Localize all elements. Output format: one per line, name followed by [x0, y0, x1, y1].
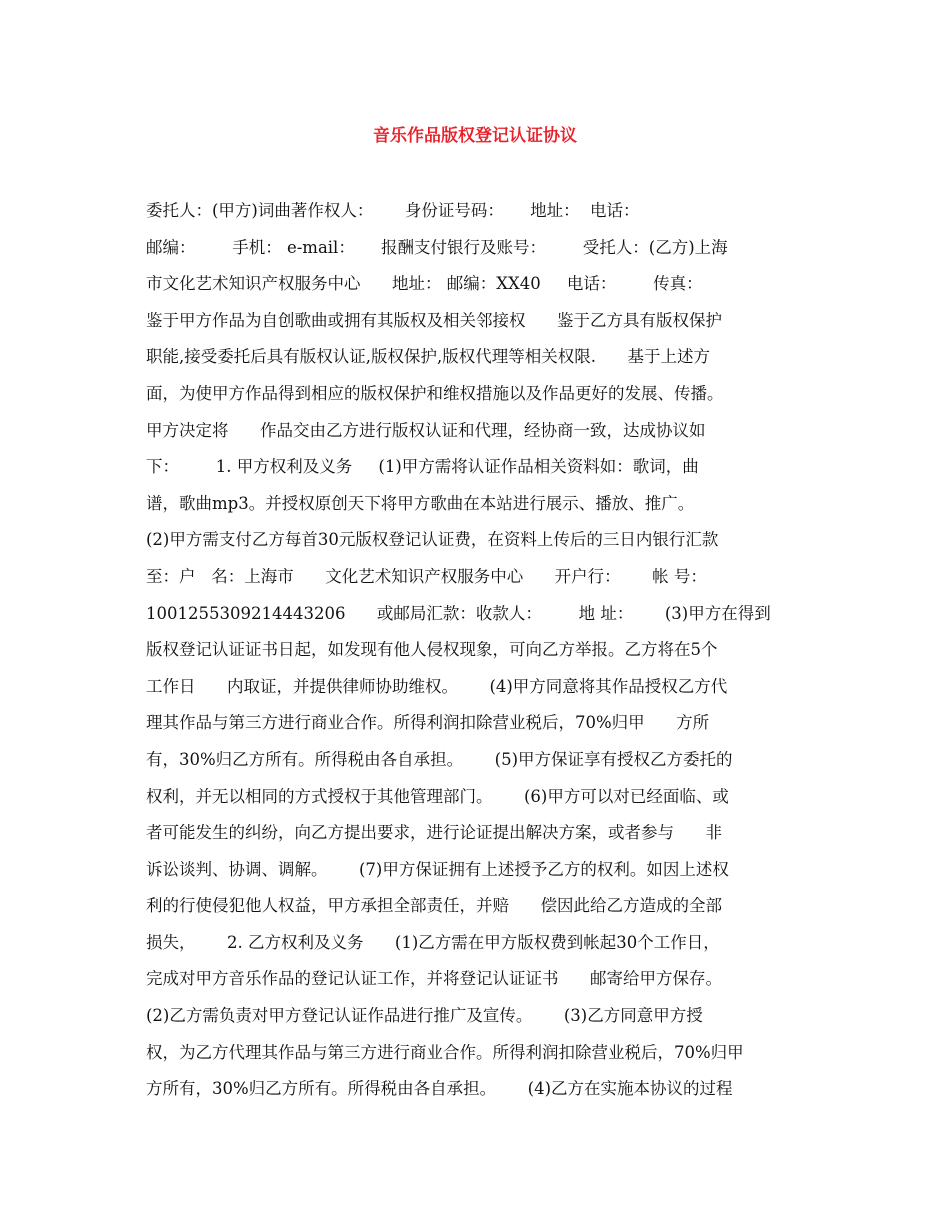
- document-body: [146, 193, 816, 1108]
- body-line: 权，为乙方代理其作品与第三方进行商业合作。所得利润扣除营业税后，70%归甲: [146, 1042, 744, 1062]
- body-line: 有，30%归乙方所有。所得税由各自承担。 (5)甲方保证享有授权乙方委托的: [146, 749, 733, 769]
- body-line: 市文化艺术知识产权服务中心 地址： 邮编：XX40 电话： 传真：: [146, 274, 703, 294]
- body-line: (2)甲方需支付乙方每首30元版权登记认证费，在资料上传后的三日内银行汇款: [146, 530, 719, 550]
- body-line: 1001255309214443206 或邮局汇款：收款人： 地 址： (3)甲方在得到: [146, 603, 771, 623]
- body-line: 委托人：(甲方)词曲著作权人： 身份证号码： 地址： 电话：: [146, 201, 640, 220]
- body-line: 理其作品与第三方进行商业合作。所得利润扣除营业税后，70%归甲 方所: [146, 713, 710, 733]
- body-line: 鉴于甲方作品为自创歌曲或拥有其版权及相关邻接权 鉴于乙方具有版权保护: [146, 310, 722, 330]
- body-line: 工作日 内取证，并提供律师协助维权。 (4)甲方同意将其作品授权乙方代: [146, 676, 728, 696]
- body-line: 至：户 名：上海市 文化艺术知识产权服务中心 开户行： 帐 号：: [146, 566, 707, 586]
- body-line: 方所有，30%归乙方所有。所得税由各自承担。 (4)乙方在实施本协议的过程: [146, 1079, 733, 1099]
- body-line: 面，为使甲方作品得到相应的版权保护和维权措施以及作品更好的发展、传播。: [146, 383, 724, 403]
- body-line: 谱，歌曲mp3。并授权原创天下将甲方歌曲在本站进行展示、播放、推广。: [146, 493, 695, 513]
- document-title: 音乐作品版权登记认证协议: [373, 126, 577, 146]
- body-line: 职能,接受委托后具有版权认证,版权保护,版权代理等相关权限. 基于上述方: [146, 347, 710, 367]
- body-line: 利的行使侵犯他人权益，甲方承担全部责任，并赔 偿因此给乙方造成的全部: [146, 896, 722, 916]
- body-line: 甲方决定将 作品交由乙方进行版权认证和代理，经协商一致，达成协议如: [146, 420, 706, 440]
- body-line: 邮编： 手机： e-mail： 报酬支付银行及账号： 受托人：(乙方)上海: [146, 237, 728, 257]
- body-line: 完成对甲方音乐作品的登记认证工作，并将登记认证证书 邮寄给甲方保存。: [146, 969, 722, 989]
- body-line: 诉讼谈判、协调、调解。 (7)甲方保证拥有上述授予乙方的权利。如因上述权: [146, 859, 729, 879]
- body-line: 权利，并无以相同的方式授权于其他管理部门。 (6)甲方可以对已经面临、或: [146, 786, 729, 806]
- body-line: 者可能发生的纠纷，向乙方提出要求，进行论证提出解决方案，或者参与 非: [146, 823, 722, 843]
- body-line: 下： 1. 甲方权利及义务 (1)甲方需将认证作品相关资料如：歌词，曲: [146, 457, 699, 477]
- body-line: 损失， 2. 乙方权利及义务 (1)乙方需在甲方版权费到帐起30个工作日，: [146, 932, 720, 952]
- body-line: 版权登记认证证书日起，如发现有他人侵权现象，可向乙方举报。乙方将在5个: [146, 640, 718, 660]
- body-line: (2)乙方需负责对甲方登记认证作品进行推广及宣传。 (3)乙方同意甲方授: [146, 1006, 703, 1026]
